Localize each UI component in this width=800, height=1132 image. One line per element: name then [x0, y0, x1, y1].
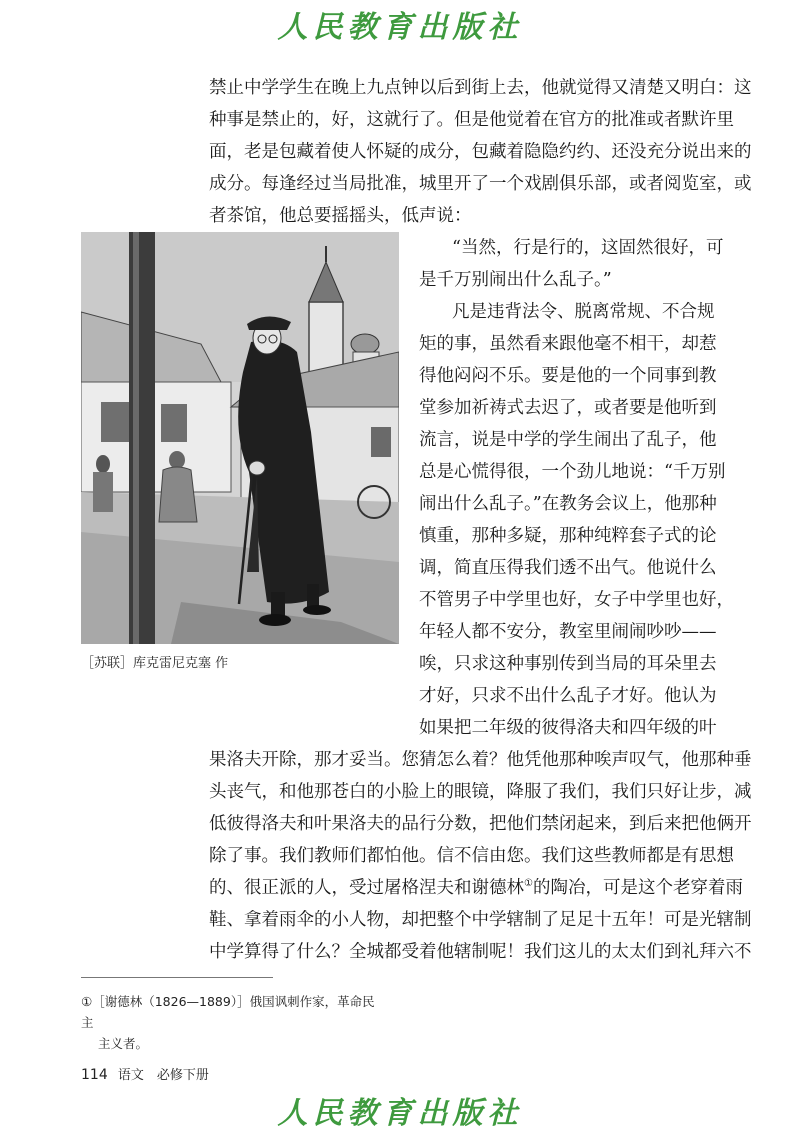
text-line: 总是心慌得很，一个劲儿地说：“千万别	[419, 462, 726, 482]
text-line: 禁止中学学生在晚上九点钟以后到街上去，他就觉得又清楚又明白：这	[209, 78, 752, 98]
text-segment: 的、很正派的人，受过屠格涅夫和谢德林	[209, 878, 524, 898]
text-line: 堂参加祈祷式去迟了，或者要是他听到	[419, 398, 717, 418]
footnote-marker[interactable]: ①	[524, 878, 533, 889]
publisher-logo-footer: 人民教育出版社	[277, 1096, 523, 1131]
text-line: 中学算得了什么？全城都受着他辖制呢！我们这儿的太太们到礼拜六不	[209, 942, 752, 962]
text-line: 得他闷闷不乐。要是他的一个同事到教	[419, 366, 717, 386]
text-line: 闹出什么乱子。”在教务会议上，他那种	[419, 494, 717, 514]
text-line: 者茶馆，他总要摇摇头，低声说：	[209, 206, 472, 226]
footnote-line: 主义者。	[98, 1036, 149, 1051]
text-line: 调，简直压得我们透不出气。他说什么	[419, 558, 717, 578]
text-line: 唉，只求这种事别传到当局的耳朵里去	[419, 654, 717, 674]
text-line: 种事是禁止的，好，这就行了。但是他觉着在官方的批准或者默许里	[209, 110, 734, 130]
text-line: 年轻人都不安分，教室里闹闹吵吵——	[419, 622, 717, 642]
text-line: 除了事。我们教师们都怕他。信不信由您。我们这些教师都是有思想	[209, 846, 734, 866]
publisher-logo-header: 人民教育出版社	[277, 10, 523, 45]
text-line: 才好，只求不出什么乱子才好。他认为	[419, 686, 717, 706]
quote-line: “当然，行是行的，这固然很好，可	[452, 238, 724, 258]
page-number: 114	[81, 1067, 108, 1083]
paragraph-first-line: 凡是违背法令、脱离常规、不合规	[452, 302, 715, 322]
text-line: 果洛夫开除，那才妥当。您猜怎么着？他凭他那种唉声叹气，他那种垂	[209, 750, 752, 770]
book-title: 语文 必修下册	[117, 1068, 209, 1083]
page-footer	[81, 1064, 209, 1083]
footnote-divider	[81, 977, 273, 978]
text-line: 如果把二年级的彼得洛夫和四年级的叶	[419, 718, 717, 738]
text-line: 流言，说是中学的学生闹出了乱子，他	[419, 430, 717, 450]
illustration-caption: ［苏联］库克雷尼克塞 作	[81, 656, 229, 671]
text-line-with-footnote	[209, 876, 743, 900]
text-line: 不管男子中学里也好，女子中学里也好，	[419, 590, 734, 610]
text-line: 矩的事，虽然看来跟他毫不相干，却惹	[419, 334, 717, 354]
text-line: 鞋、拿着雨伞的小人物，却把整个中学辖制了足足十五年！可是光辖制	[209, 910, 752, 930]
text-line: 慎重，那种多疑，那种纯粹套子式的论	[419, 526, 717, 546]
footnote-line: ①［谢德林（1826—1889）］俄国讽刺作家，革命民主	[81, 994, 375, 1030]
text-line: 面，老是包藏着使人怀疑的成分，包藏着隐隐约约、还没充分说出来的	[209, 142, 752, 162]
text-line: 成分。每逢经过当局批准，城里开了一个戏剧俱乐部，或者阅览室，或	[209, 174, 752, 194]
text-line: 低彼得洛夫和叶果洛夫的品行分数，把他们禁闭起来，到后来把他俩开	[209, 814, 752, 834]
text-segment: 的陶冶，可是这个老穿着雨	[532, 878, 743, 898]
text-line: 头丧气，和他那苍白的小脸上的眼镜，降服了我们，我们只好让步，减	[209, 782, 752, 802]
illustration-belikov	[81, 232, 399, 644]
text-line: 是千万别闹出什么乱子。”	[419, 270, 612, 290]
footnote	[81, 991, 381, 1054]
